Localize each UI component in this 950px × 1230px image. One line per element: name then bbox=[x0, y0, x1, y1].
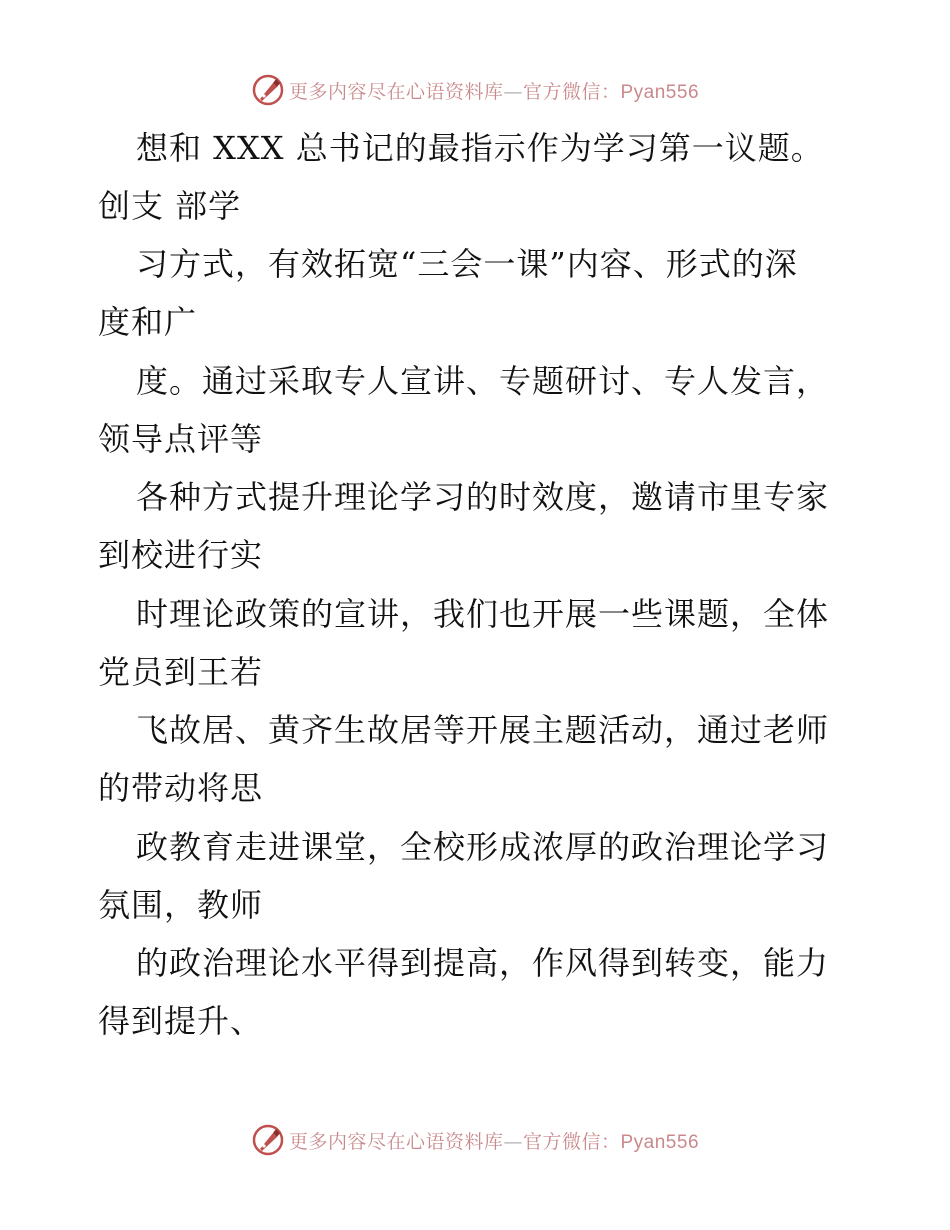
footer-wechat-label: 官方微信： bbox=[522, 1130, 621, 1153]
body-line: 的带动将思 bbox=[98, 769, 264, 807]
body-line: 想和 XXX 总书记的最指示作为学习第一议题。 bbox=[136, 129, 824, 167]
pen-nib-logo-icon bbox=[251, 73, 285, 107]
body-line: 习方式，有效拓宽“三会一课”内容、形式的深 bbox=[136, 245, 798, 283]
header-banner bbox=[0, 70, 950, 110]
body-line: 氛围，教师 bbox=[98, 886, 264, 924]
body-line: 得到提升、 bbox=[98, 1002, 264, 1040]
body-line: 各种方式提升理论学习的时效度，邀请市里专家 bbox=[136, 478, 830, 516]
body-line: 创支 部学 bbox=[98, 187, 242, 225]
footer-banner-separator: — bbox=[503, 1130, 523, 1153]
header-banner-separator: — bbox=[503, 80, 523, 103]
body-line: 时理论政策的宣讲，我们也开展一些课题，全体 bbox=[136, 595, 830, 633]
body-line: 政教育走进课堂，全校形成浓厚的政治理论学习 bbox=[136, 828, 830, 866]
footer-banner bbox=[0, 1120, 950, 1160]
body-line: 飞故居、黄齐生故居等开展主题活动，通过老师 bbox=[136, 711, 830, 749]
pen-nib-logo-icon bbox=[251, 1123, 285, 1157]
body-line: 的政治理论水平得到提高，作风得到转变，能力 bbox=[136, 944, 830, 982]
body-line: 度。通过采取专人宣讲、专题研讨、专人发言， bbox=[136, 362, 830, 400]
footer-wechat-id: Pyan556 bbox=[620, 1131, 700, 1153]
body-line: 领导点评等 bbox=[98, 420, 264, 458]
body-line: 党员到王若 bbox=[98, 653, 264, 691]
header-wechat-id: Pyan556 bbox=[620, 81, 700, 103]
header-wechat-label: 官方微信： bbox=[522, 80, 621, 103]
body-line: 度和广 bbox=[98, 303, 198, 341]
footer-banner-title: 更多内容尽在心语资料库 bbox=[288, 1130, 504, 1153]
body-line: 到校进行实 bbox=[98, 536, 264, 574]
header-banner-title: 更多内容尽在心语资料库 bbox=[288, 80, 504, 103]
